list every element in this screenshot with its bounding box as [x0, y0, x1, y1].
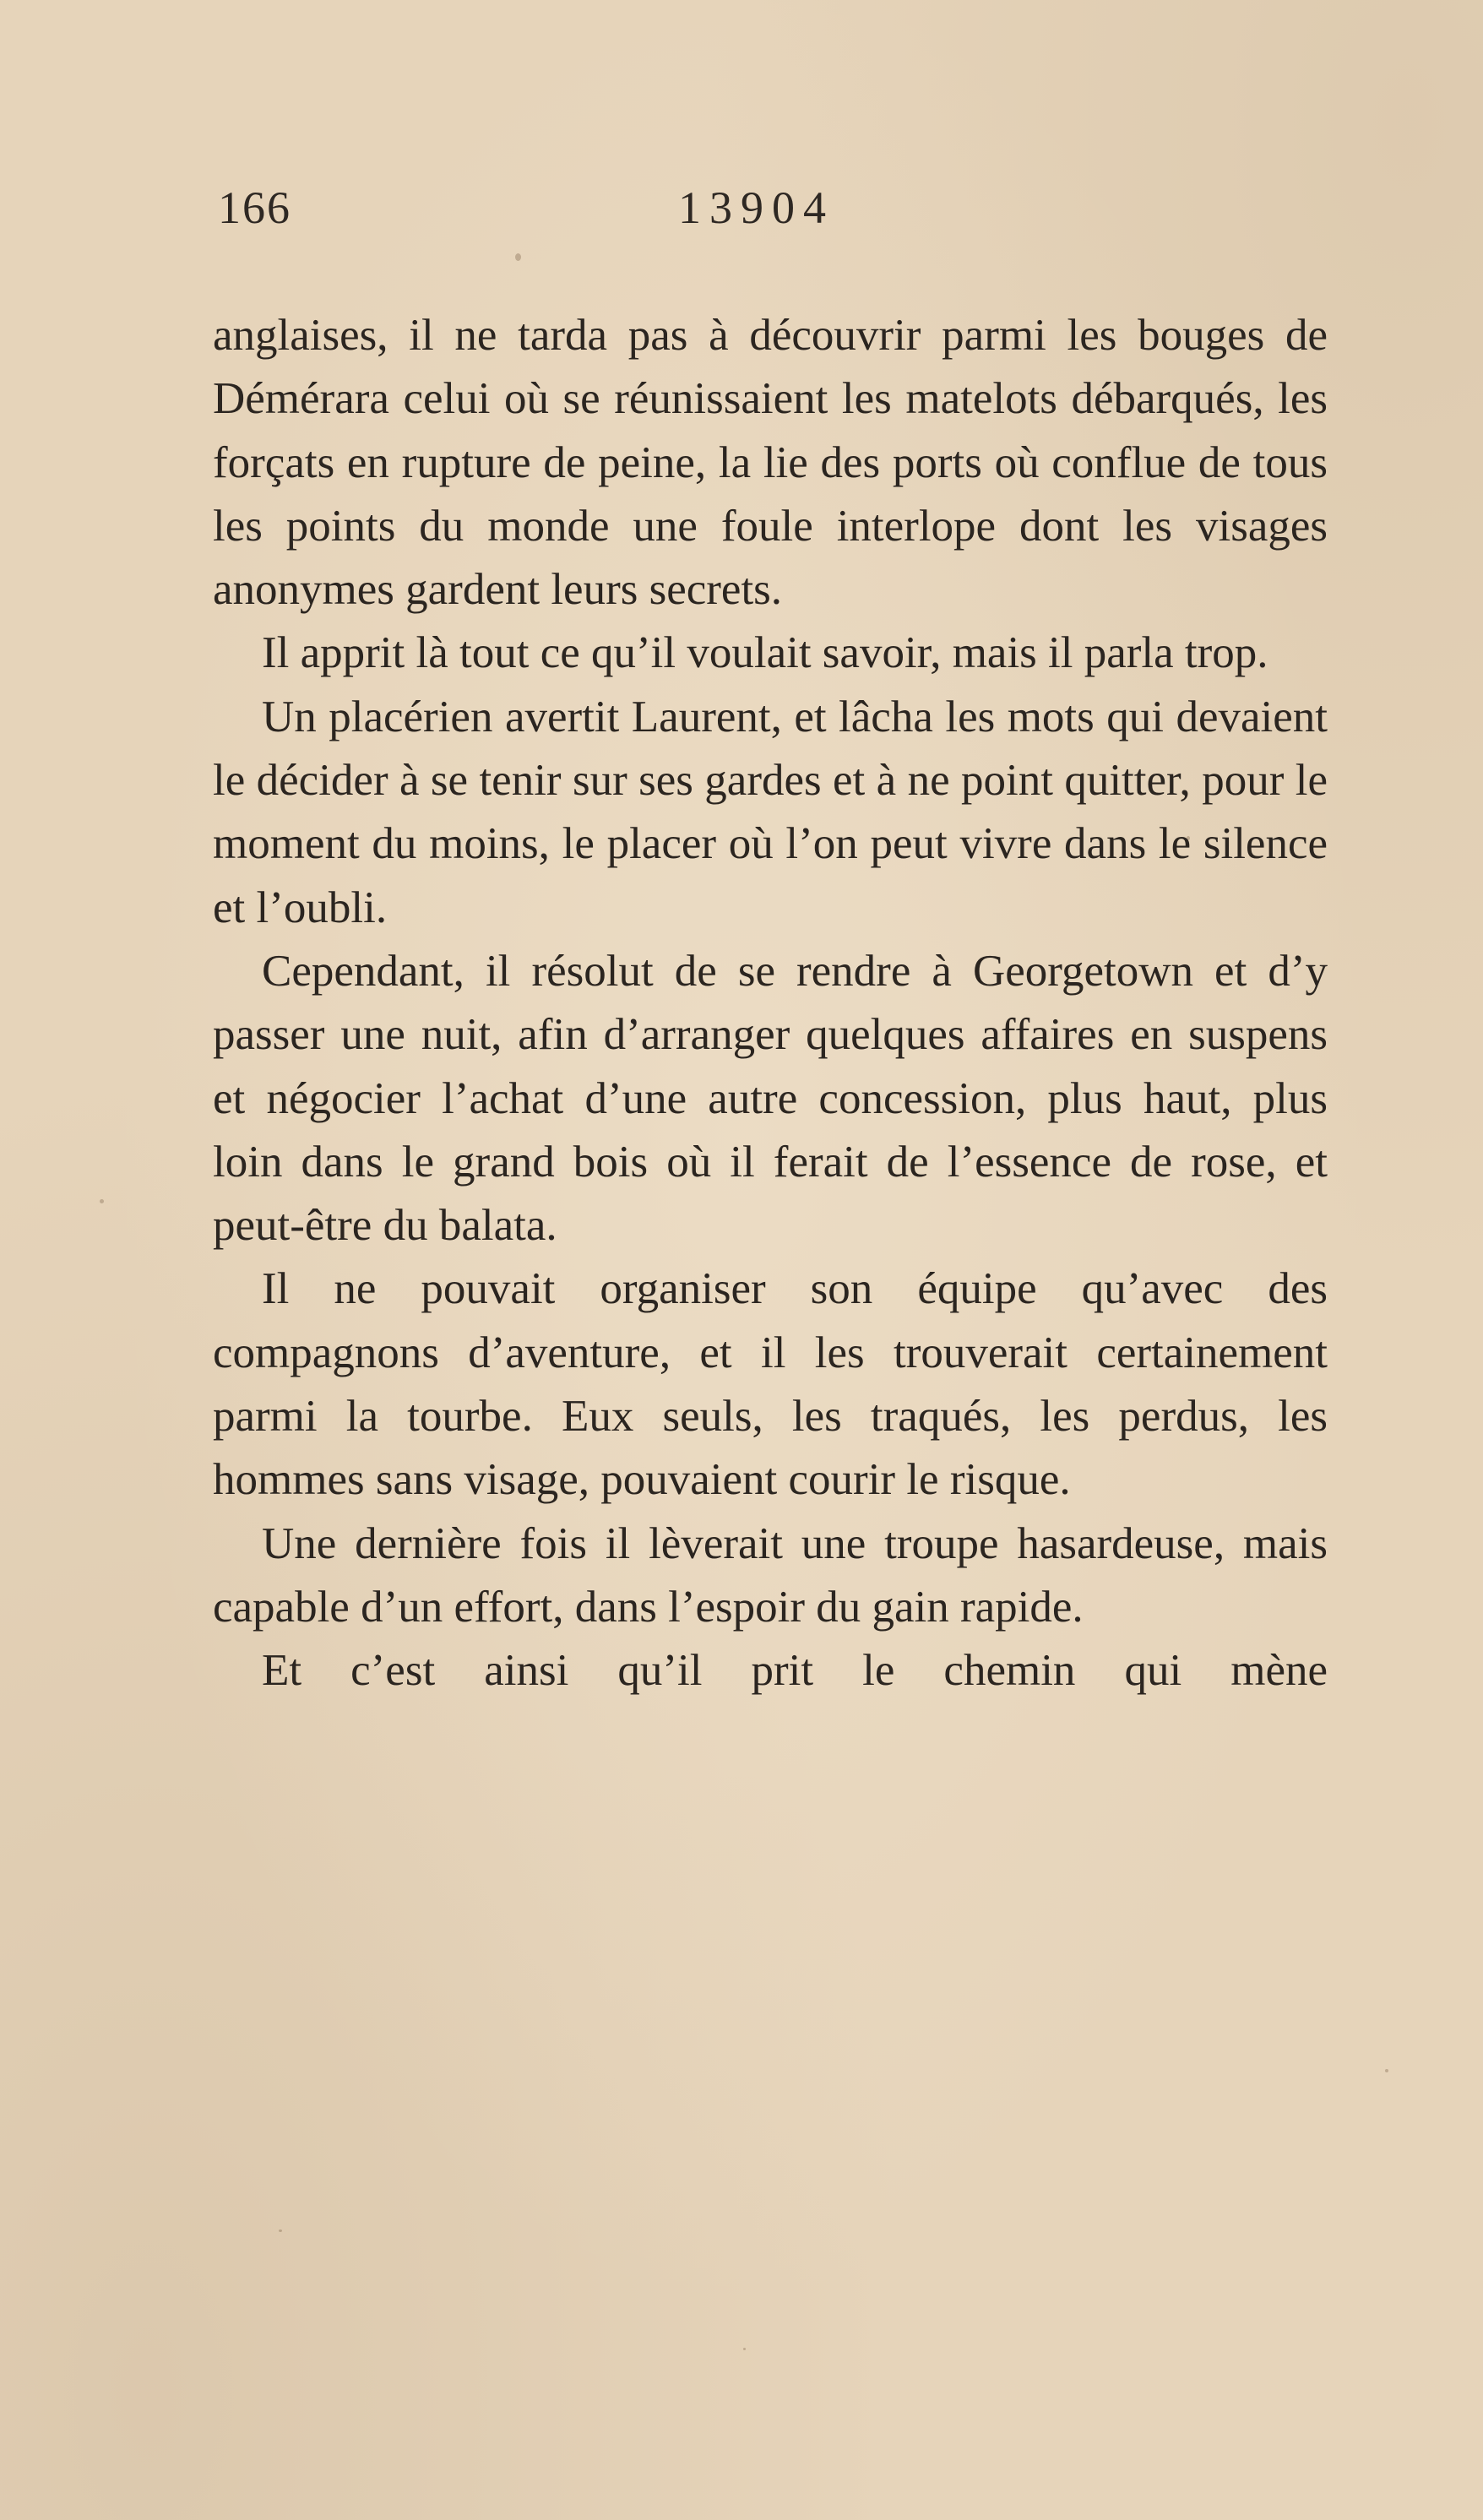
- paper-fleck: [100, 1199, 104, 1203]
- paragraph: Une dernière fois il lèverait une troupe hasardeuse, mais capable d’un effort, dans l’espoir du gain rapide.: [213, 1518, 1328, 1632]
- paper-fleck: [1385, 2069, 1388, 2072]
- running-title: 13904: [678, 182, 834, 233]
- body-text: [213, 304, 1328, 1703]
- page-number: 166: [218, 182, 291, 233]
- paragraph-continues-next-page: Et c’est ainsi qu’il prit le chemin qui mène: [262, 1646, 1328, 1696]
- paper-fleck: [515, 253, 521, 261]
- paragraph-continued: anglaises, il ne tarda pas à découvrir parmi les bouges de Démérara celui où se réunissaient les matelots débarqués, les forçats en rupture de peine, la lie des ports où conflue de tous les points du monde une foule interlope dont les visages anonymes gardent leurs secrets.: [213, 311, 1328, 615]
- paragraph: Il apprit là tout ce qu’il voulait savoir, mais il parla trop.: [262, 628, 1268, 678]
- paper-fleck: [743, 2348, 746, 2350]
- running-head: [218, 182, 1333, 241]
- paragraph: Un placérien avertit Laurent, et lâcha les mots qui devaient le décider à se tenir sur ses gardes et à ne point quitter, pour le moment du moins, le placer où l’on peut vivre dans le silence et l’oubli.: [213, 692, 1328, 932]
- paragraph: Il ne pouvait organiser son équipe qu’avec des compagnons d’aventure, et il les trouverait certainement parmi la tourbe. Eux seuls, les traqués, les perdus, les hommes sans visage, pouvaient courir le risque.: [213, 1264, 1328, 1505]
- paper-fleck: [279, 2229, 282, 2232]
- paragraph: Cependant, il résolut de se rendre à Georgetown et d’y passer une nuit, afin d’arranger quelques affaires en suspens et négocier l’achat d’une autre concession, plus haut, plus loin dans le grand bois où il ferait de l’essence de rose, et peut-être du balata.: [213, 946, 1328, 1251]
